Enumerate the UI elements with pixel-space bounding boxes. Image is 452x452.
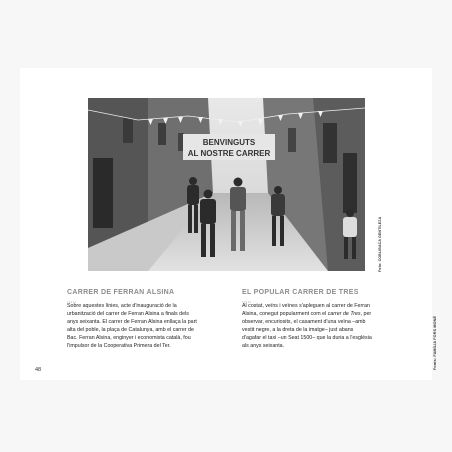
right-body-italic: carrer de Tres [327,310,361,317]
photo-credit-prefix: Foto: [378,262,382,272]
side-credit-label: Fonts: [433,357,437,370]
left-section-body [67,303,197,350]
side-credit-name: FAMÍLIA FORS MONÉ [433,315,437,357]
left-section-dots: ••••• [67,299,77,304]
right-section-dots: ••••• [242,299,252,304]
left-section-title: CARRER DE FERRAN ALSINA [67,289,175,296]
right-section-body [242,303,372,350]
photo-credit-name: COBLIBACA GENTILEZA [378,216,382,262]
street-scene-image [88,98,365,271]
right-section-title: EL POPULAR CARRER DE TRES [242,289,359,296]
left-section-paragraph: Sobre aquestes línies, acte d'inauguració de la urbanització del carrer de Ferran Alsina a finals dels anys seixanta. El carrer de Ferran Alsina enllaça la part alta del poble, la plaça de Catalunya, amb el carrer de Bac. Ferran Alsina, enginyer i economista català, fou l'impulsor de la Cooperativa Primera del Ter. [67,303,197,349]
page-number: 48 [35,367,42,373]
photo-credit [372,100,380,272]
street-photo [88,98,365,271]
right-section-paragraph [242,303,372,350]
side-credit [427,245,435,370]
right-body-part-2: , per observar, encuriosits, el casament d'una veïna –amb vestit negre, a la dreta de la imatge– just abans d'agafar el taxi –un Seat 1500– que la duria a l'església als anys seixanta. [242,310,372,349]
right-body-part-1: Al costat, veïns i veïnes s'apleguen al carrer de Ferran Alsina, conegut popularment com el [242,303,370,317]
banner-line-2: AL NOSTRE CARRER [187,149,271,158]
banner-line-1: BENVINGUTS [202,138,256,147]
